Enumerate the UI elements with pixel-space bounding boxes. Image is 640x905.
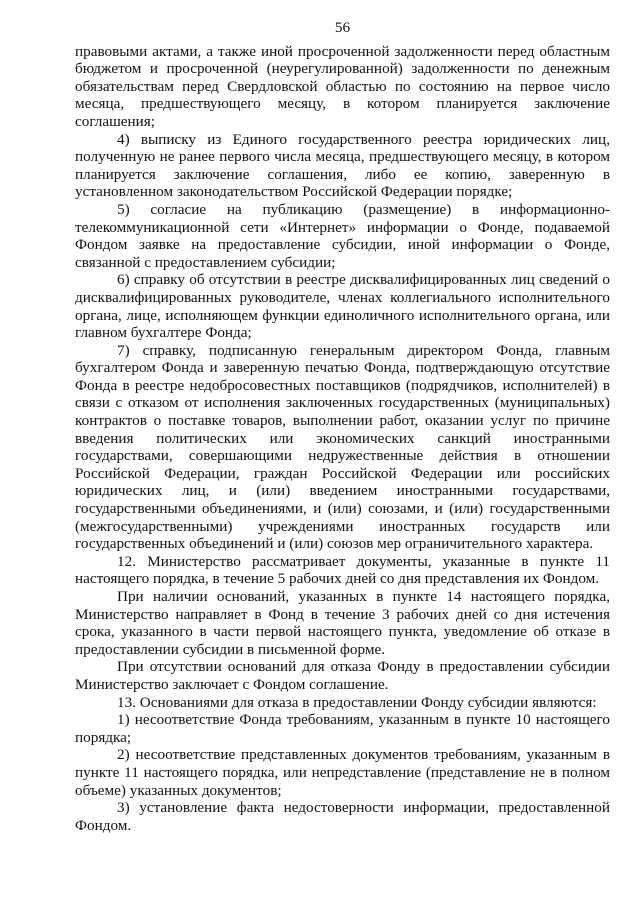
paragraph: 3) установление факта недостоверности информации, предоставленной Фондом.: [75, 799, 610, 834]
paragraph: правовыми актами, а также иной просроченной задолженности перед областным бюджетом и просроченной (неурегулированной) задолженности по денежным обязательствам перед Свердловской областью по состоянию на первое число месяца, предшествующего месяцу, в котором планируется заключение соглашения;: [75, 42, 610, 130]
paragraph: 6) справку об отсутствии в реестре дисквалифицированных лиц сведений о дисквалифицированных руководителе, членах коллегиального исполнительного органа, лице, исполняющем функции единоличного исполнительного органа, или главном бухгалтере Фонда;: [75, 271, 610, 342]
paragraph: 1) несоответствие Фонда требованиям, указанным в пункте 10 настоящего порядка;: [75, 711, 610, 746]
paragraph: 7) справку, подписанную генеральным директором Фонда, главным бухгалтером Фонда и заверенную печатью Фонда, подтверждающую отсутствие Фонда в реестре недобросовестных поставщиков (подрядчиков, исполнителей) в связи с отказом от исполнения заключенных государственных (муниципальных) контрактов о поставке товаров, выполнении работ, оказании услуг по причине введения политических или экономических санкций иностранными государствами, совершающими недружественные действия в отношении Российской Федерации, граждан Российской Федерации или российских юридических лиц, и (или) введением иностранными государствами, государственными объединениями, и (или) союзами, и (или) государственными (межгосударственными) учреждениями иностранных государств или государственных объединений и (или) союзов мер ограничительного характера.: [75, 341, 610, 553]
paragraph: 5) согласие на публикацию (размещение) в информационно-телекоммуникационной сети «Интернет» информации о Фонде, подаваемой Фондом заявке на предоставление субсидии, иной информации о Фонде, связанной с предоставлением субсидии;: [75, 200, 610, 271]
document-body: [75, 43, 610, 835]
paragraph: 2) несоответствие представленных документов требованиям, указанным в пункте 11 настоящего порядка, или непредставление (представление не в полном объеме) указанных документов;: [75, 746, 610, 799]
document-page: [75, 19, 610, 834]
page-number: 56: [334, 19, 351, 36]
paragraph: При наличии оснований, указанных в пункте 14 настоящего порядка, Министерство направляет в Фонд в течение 3 рабочих дней со дня истечения срока, указанного в части первой настоящего пункта, уведомление об отказе в предоставлении субсидии в письменной форме.: [75, 588, 610, 658]
paragraph: 12. Министерство рассматривает документы, указанные в пункте 11 настоящего порядка, в течение 5 рабочих дней со дня представления их Фондом.: [75, 552, 610, 588]
paragraph: 4) выписку из Единого государственного реестра юридических лиц, полученную не ранее первого числа месяца, предшествующего месяцу, в котором планируется заключение соглашения, либо ее копию, заверенную в установленном законодательством Российской Федерации порядке;: [75, 130, 610, 201]
paragraph: 13. Основаниями для отказа в предоставлении Фонду субсидии являются:: [117, 693, 597, 711]
paragraph: При отсутствии оснований для отказа Фонду в предоставлении субсидии Министерство заключает с Фондом соглашение.: [75, 658, 610, 693]
